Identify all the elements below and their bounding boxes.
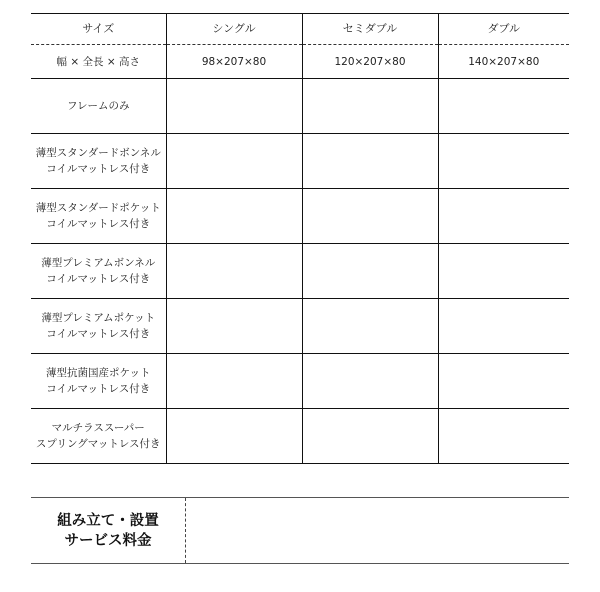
row-label-line: フレームのみ [66, 100, 130, 112]
price-cell [166, 299, 302, 354]
table-row [31, 189, 569, 244]
row-label-line: 薄型プレミアムボンネル [41, 257, 156, 269]
service-label-line: 組み立て・設置 [57, 512, 159, 529]
table-row [31, 244, 569, 299]
dimensions-row [31, 45, 569, 79]
row-label-line: コイルマットレス付き [46, 328, 151, 340]
row-label [31, 354, 166, 409]
row-label-line: 薄型スタンダードポケット [35, 202, 161, 214]
header-size: サイズ [31, 14, 166, 45]
table-row [31, 134, 569, 189]
row-label [31, 299, 166, 354]
service-label-line: サービス料金 [64, 532, 152, 549]
size-price-table [31, 13, 569, 464]
price-cell [166, 409, 302, 464]
price-cell [438, 189, 569, 244]
table-row [31, 79, 569, 134]
table-row [31, 409, 569, 464]
price-cell [166, 354, 302, 409]
row-label-line: 薄型プレミアムポケット [41, 312, 156, 324]
price-cell [438, 244, 569, 299]
row-label [31, 189, 166, 244]
price-cell [438, 299, 569, 354]
row-label-line: コイルマットレス付き [46, 163, 151, 175]
header-single: シングル [166, 14, 302, 45]
price-cell [438, 79, 569, 134]
price-cell [302, 79, 438, 134]
price-cell [166, 134, 302, 189]
service-label [31, 498, 186, 564]
header-double: ダブル [438, 14, 569, 45]
dimensions-label: 幅 × 全長 × 高さ [31, 45, 166, 79]
price-cell [302, 189, 438, 244]
table-row [31, 354, 569, 409]
dimensions-double: 140×207×80 [438, 45, 569, 79]
price-cell [302, 409, 438, 464]
row-label-line: 薄型抗菌国産ポケット [46, 367, 151, 379]
price-cell [438, 134, 569, 189]
row-label-line: マルチラススーパー [51, 422, 145, 434]
row-label-line: スプリングマットレス付き [35, 438, 161, 450]
price-cell [166, 79, 302, 134]
price-cell [166, 244, 302, 299]
price-cell [438, 409, 569, 464]
assembly-service-table [31, 497, 569, 564]
row-label-line: コイルマットレス付き [46, 218, 151, 230]
row-label-line: コイルマットレス付き [46, 273, 151, 285]
price-cell [302, 134, 438, 189]
price-cell [302, 354, 438, 409]
row-label-line: コイルマットレス付き [46, 383, 151, 395]
dimensions-single: 98×207×80 [166, 45, 302, 79]
price-cell [302, 299, 438, 354]
service-row [31, 498, 569, 564]
row-label [31, 134, 166, 189]
row-label-line: 薄型スタンダードボンネル [35, 147, 161, 159]
row-label [31, 244, 166, 299]
table-row [31, 299, 569, 354]
price-cell [302, 244, 438, 299]
row-label [31, 409, 166, 464]
header-semi-double: セミダブル [302, 14, 438, 45]
row-label [31, 79, 166, 134]
service-price-cell [186, 498, 570, 564]
price-cell [438, 354, 569, 409]
price-cell [166, 189, 302, 244]
header-row [31, 14, 569, 45]
dimensions-semi-double: 120×207×80 [302, 45, 438, 79]
